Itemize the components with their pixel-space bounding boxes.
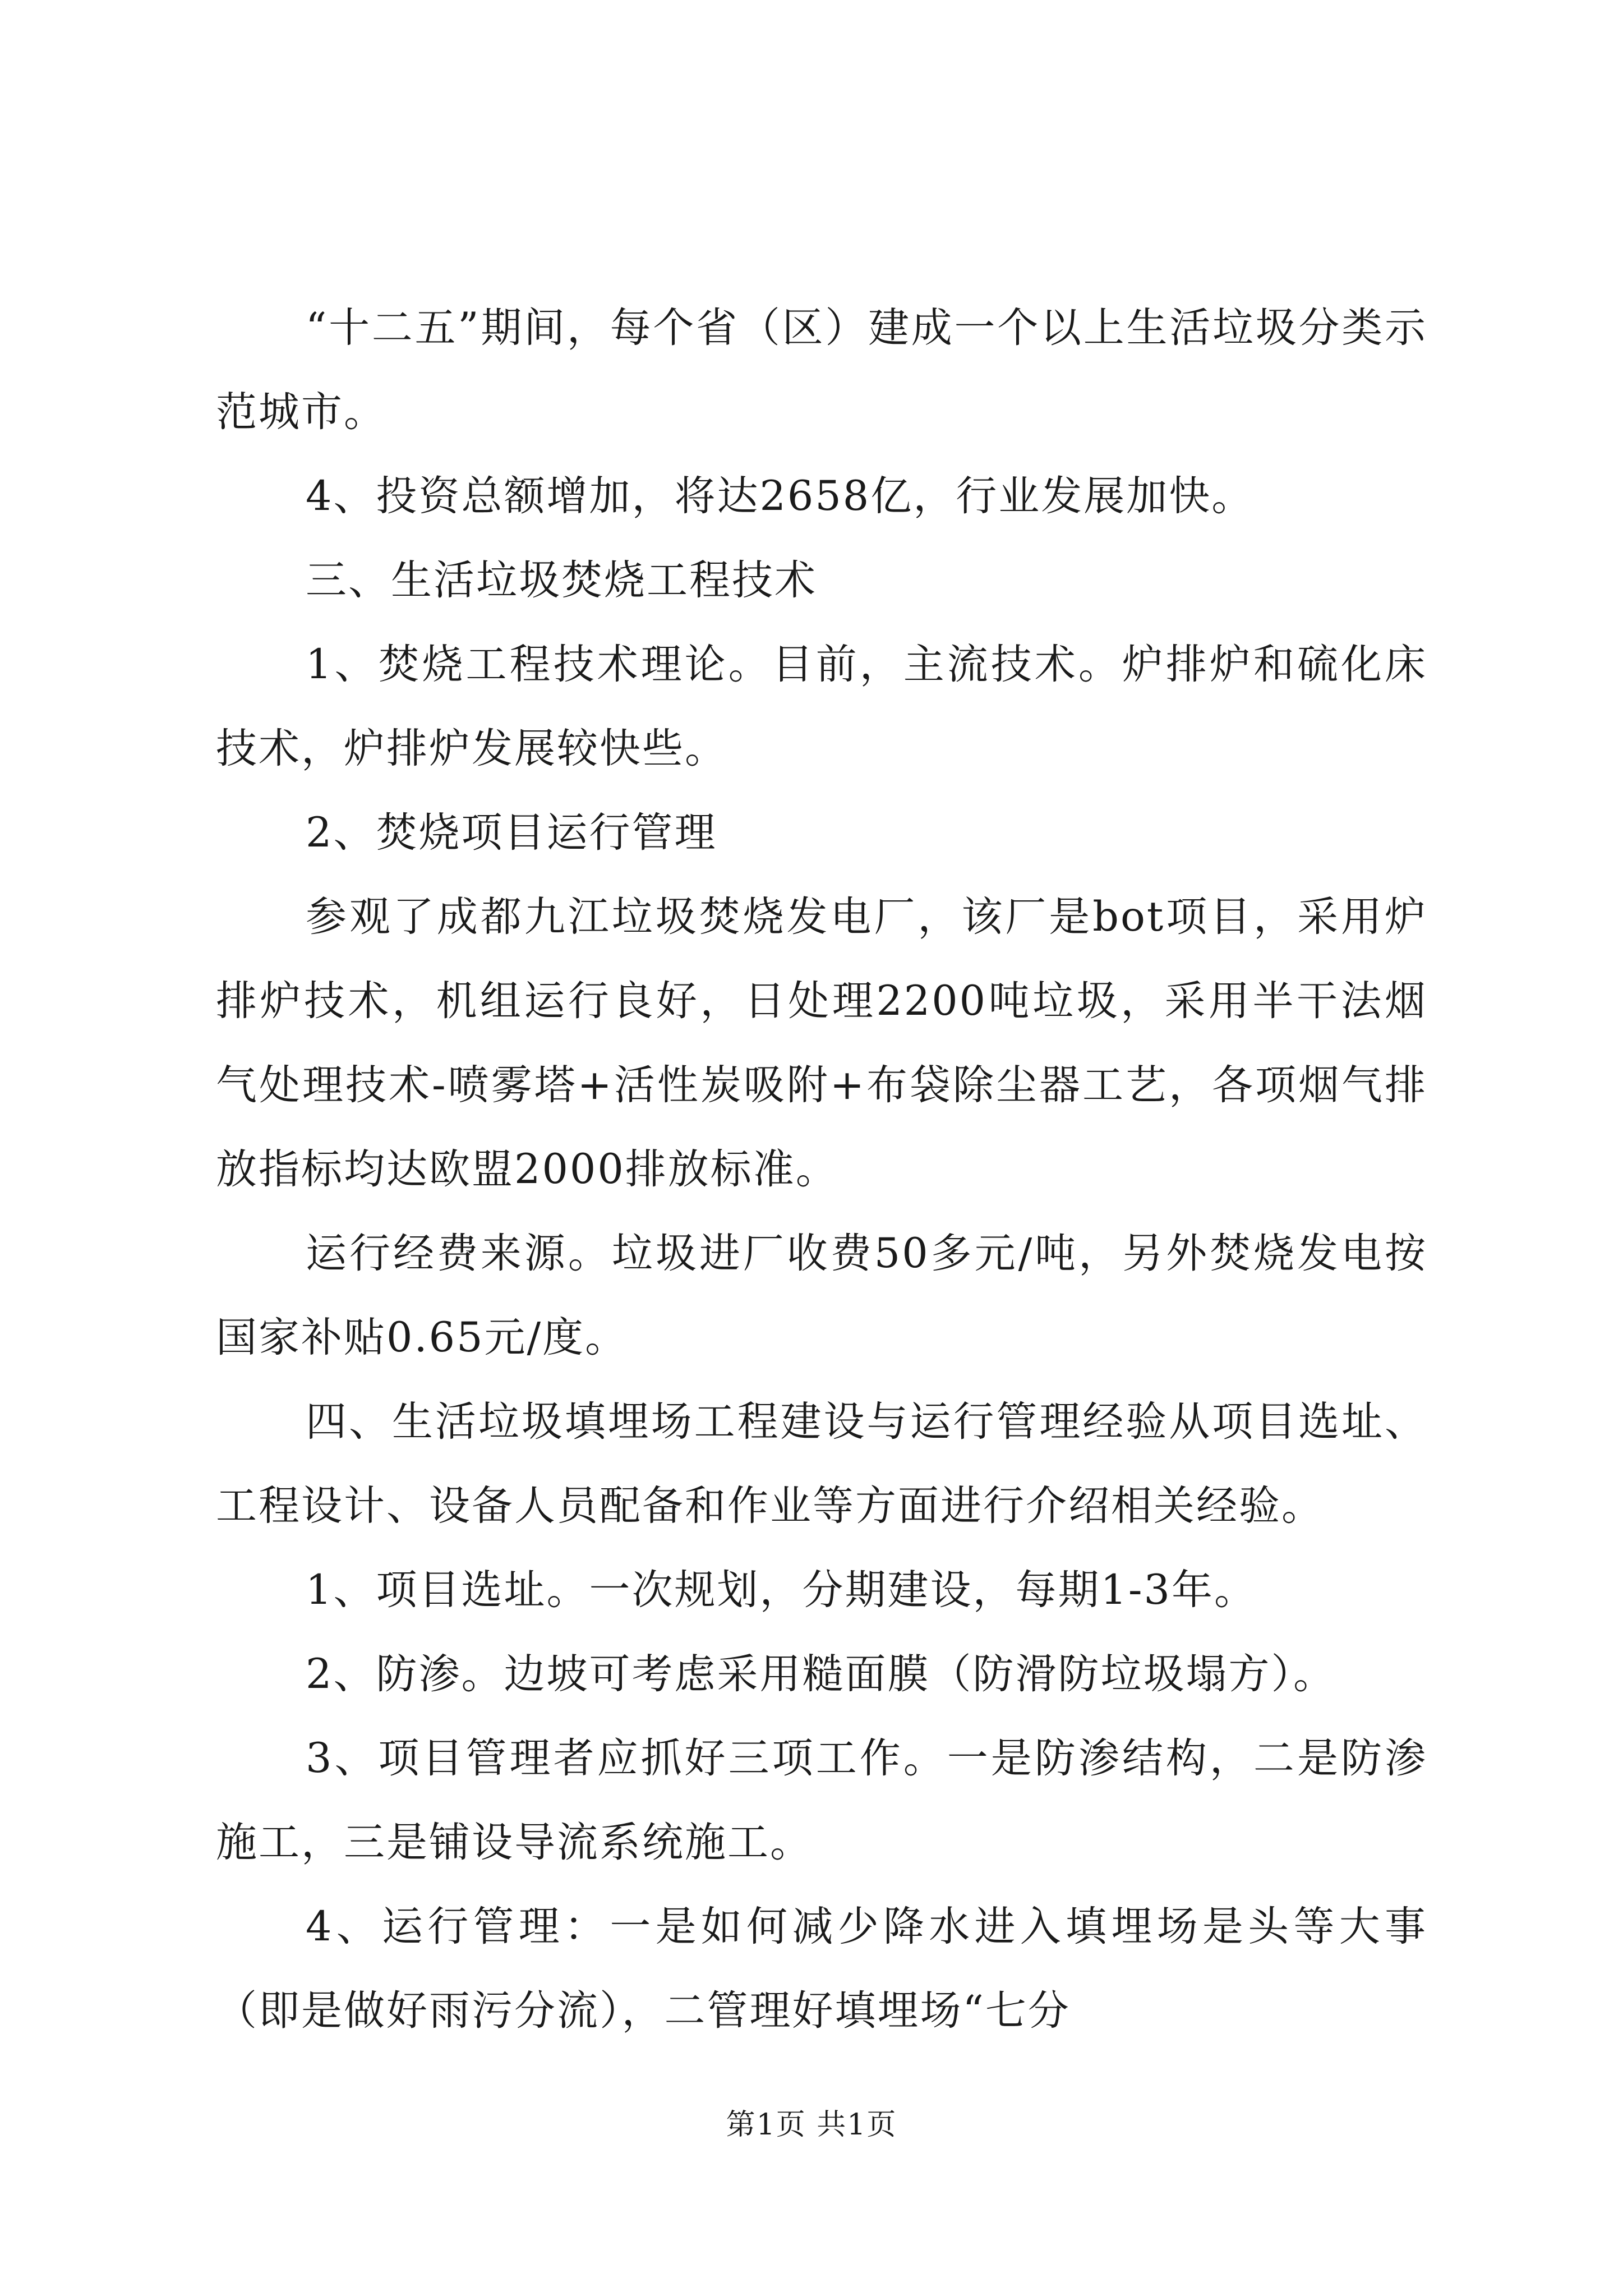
paragraph-1: “十二五”期间，每个省（区）建成一个以上生活垃圾分类示范城市。	[216, 304, 1427, 436]
paragraph-2: 4、投资总额增加，将达2658亿，行业发展加快。	[306, 472, 1255, 520]
paragraph-4: 1、焚烧工程技术理论。目前，主流技术。炉排炉和硫化床技术，炉排炉发展较快些。	[216, 641, 1427, 772]
paragraph-10: 2、防渗。边坡可考虑采用糙面膜（防滑防垃圾塌方）。	[306, 1650, 1336, 1698]
paragraph-9: 1、项目选址。一次规划，分期建设，每期1-3年。	[306, 1566, 1257, 1614]
paragraph-7: 运行经费来源。垃圾进厂收费50多元/吨，另外焚烧发电按国家补贴0.65元/度。	[216, 1230, 1427, 1361]
section-heading-8: 四、生活垃圾填埋场工程建设与运行管理经验从项目选址、工程设计、设备人员配备和作业等方面进行介绍相关经验。	[216, 1398, 1427, 1530]
page-footer: 第1页 共1页	[726, 2108, 897, 2142]
subheading-5: 2、焚烧项目运行管理	[306, 809, 717, 857]
section-heading-3: 三、生活垃圾焚烧工程技术	[306, 556, 817, 604]
document-body	[216, 286, 1427, 2053]
paragraph-6: 参观了成都九江垃圾焚烧发电厂，该厂是bot项目，采用炉排炉技术，机组运行良好，日处理2200吨垃圾，采用半干法烟气处理技术-喷雾塔+活性炭吸附+布袋除尘器工艺，各项烟气排放指标均达欧盟2000排放标准。	[216, 893, 1427, 1193]
paragraph-12: 4、运行管理：一是如何减少降水进入填埋场是头等大事（即是做好雨污分流），二管理好填埋场“七分	[216, 1903, 1427, 2035]
paragraph-11: 3、项目管理者应抓好三项工作。一是防渗结构，二是防渗施工，三是铺设导流系统施工。	[216, 1734, 1427, 1866]
